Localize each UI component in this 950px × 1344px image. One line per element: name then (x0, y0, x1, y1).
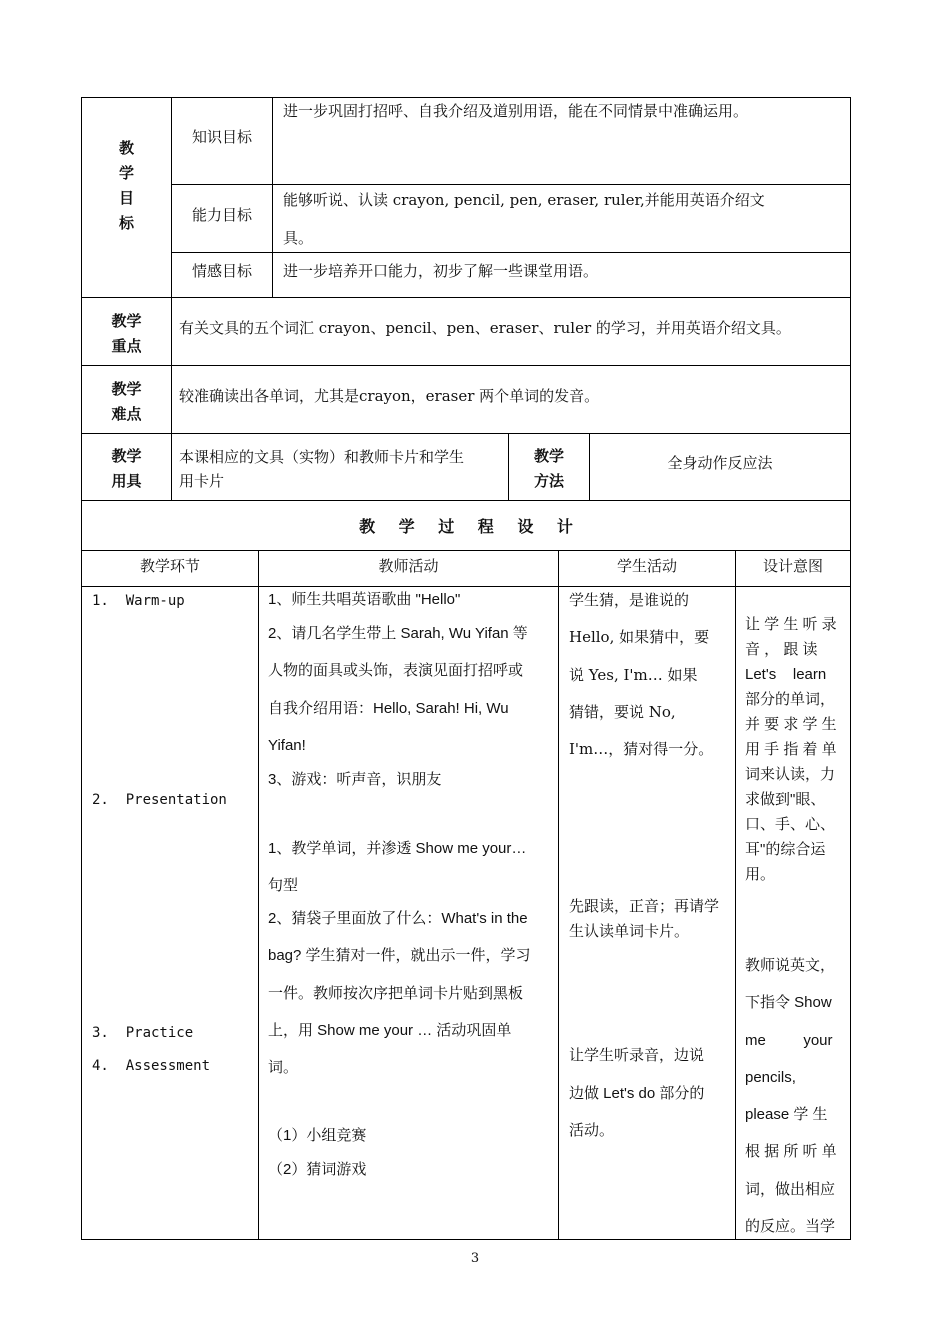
teacher-line: 1、师生共唱英语歌曲 "Hello" (268, 591, 461, 608)
label-line: 教学 (533, 447, 564, 465)
header-student: 学生活动 (616, 557, 677, 575)
stage-assessment: 4. Assessment (92, 1058, 211, 1074)
label-line: 重点 (111, 337, 142, 355)
teacher-line: 3、游戏：听声音，识朋友 (268, 771, 442, 788)
knowledge-label: 知识目标 (191, 128, 252, 146)
intent-line: 让 学 生 听 录 (745, 616, 837, 633)
difficulties-text: 较准确读出各单词，尤其是crayon，eraser 两个单词的发音。 (179, 387, 600, 405)
student-line: 活动。 (569, 1122, 615, 1139)
teacher-line: 1、教学单词，并渗透 Show me your… (268, 840, 527, 857)
header-stage: 教学环节 (139, 557, 200, 575)
intent-line: 耳"的综合运 (745, 841, 826, 858)
table-border-top (81, 97, 851, 98)
intent-line: 用。 (745, 866, 776, 883)
teacher-line: 一件。教师按次序把单词卡片贴到黑板 (268, 985, 524, 1002)
teacher-line: 人物的面具或头饰，表演见面打招呼或 (268, 662, 524, 679)
label-char: 教 (118, 139, 134, 157)
intent-line: please 学 生 (745, 1106, 828, 1123)
intent-line: 下指令 Show (745, 994, 832, 1011)
col-divider (258, 550, 259, 1239)
stage-presentation: 2. Presentation (92, 792, 227, 808)
row-divider (171, 184, 851, 185)
header-intent: 设计意图 (762, 557, 823, 575)
teacher-line: （2）猜词游戏 (268, 1161, 367, 1178)
col-divider (558, 550, 559, 1239)
student-line: 说 Yes, I'm… 如果 (569, 666, 698, 684)
label-line: 难点 (111, 405, 142, 423)
intent-line: 词，做出相应 (745, 1181, 836, 1198)
ability-text-line1: 能够听说、认读 crayon, pencil, pen, eraser, ruler,并能用英语介绍文 (283, 191, 765, 209)
tools-label (82, 444, 171, 494)
teacher-line: bag? 学生猜对一件，就出示一件，学习 (268, 947, 531, 964)
label-char: 学 (118, 164, 134, 182)
label-line: 方法 (533, 472, 564, 490)
process-title: 教 学 过 程 设 计 (359, 517, 573, 536)
intent-line: Let's learn (745, 666, 827, 683)
label-char: 标 (118, 214, 134, 232)
tools-text (179, 445, 504, 493)
teacher-line: Yifan! (268, 737, 306, 754)
intent-line: 口、手、心、 (745, 816, 836, 833)
teacher-line: （1）小组竞赛 (268, 1127, 367, 1144)
intent-line: me your (745, 1032, 833, 1049)
table-border-bottom (81, 1239, 851, 1240)
emotion-label: 情感目标 (191, 262, 252, 280)
label-line: 教学 (111, 447, 142, 465)
method-text: 全身动作反应法 (667, 454, 773, 472)
label-line: 用具 (111, 472, 142, 490)
student-line: I'm…，猜对得一分。 (569, 740, 714, 758)
header-teacher: 教师活动 (378, 557, 439, 575)
table-border-left (81, 97, 82, 1240)
col-divider (735, 550, 736, 1239)
table-border-right (850, 97, 851, 1240)
col-divider (171, 97, 172, 500)
student-line: Hello, 如果猜中，要 (569, 628, 710, 646)
objectives-section-label (82, 136, 171, 236)
row-divider (81, 433, 851, 434)
teacher-line: 自我介绍用语：Hello, Sarah! Hi, Wu (268, 700, 509, 717)
teacher-line: 上，用 Show me your … 活动巩固单 (268, 1022, 512, 1039)
intent-line: 的反应。当学 (745, 1218, 836, 1235)
stage-warmup: 1. Warm-up (92, 593, 185, 609)
difficulties-label (82, 377, 171, 427)
key-points-text: 有关文具的五个词汇 crayon、pencil、pen、eraser、ruler 的学习，并用英语介绍文具。 (179, 319, 791, 337)
student-line: 学生猜，是谁说的 (569, 591, 690, 609)
intent-line: 求做到"眼、 (745, 791, 826, 808)
label-char: 目 (118, 189, 134, 207)
teacher-line: 词。 (268, 1059, 299, 1076)
ability-label: 能力目标 (191, 206, 252, 224)
intent-line: 根 据 所 听 单 (745, 1143, 837, 1160)
emotion-text: 进一步培养开口能力，初步了解一些课堂用语。 (283, 262, 599, 280)
row-divider (81, 500, 851, 501)
intent-line: 并 要 求 学 生 (745, 716, 837, 733)
page-number: 3 (470, 1251, 480, 1266)
student-line: 猜错，要说 No, (569, 703, 676, 721)
key-points-label (82, 309, 171, 359)
ability-text-line2: 具。 (283, 229, 314, 247)
method-label (509, 444, 589, 494)
teacher-line: 2、请几名学生带上 Sarah, Wu Yifan 等 (268, 625, 528, 642)
student-line: 生认读单词卡片。 (569, 923, 690, 940)
label-line: 教学 (111, 312, 142, 330)
col-divider (272, 97, 273, 297)
row-divider (81, 297, 851, 298)
knowledge-text: 进一步巩固打招呼、自我介绍及道别用语，能在不同情景中准确运用。 (283, 102, 749, 120)
student-line: 边做 Let's do 部分的 (569, 1085, 705, 1102)
intent-line: 部分的单词， (745, 691, 836, 708)
text-line: 用卡片 (179, 472, 225, 490)
student-line: 先跟读，正音；再请学 (569, 898, 720, 915)
row-divider (81, 365, 851, 366)
teacher-line: 2、猜袋子里面放了什么：What's in the (268, 910, 528, 927)
label-line: 教学 (111, 380, 142, 398)
teacher-line: 句型 (268, 877, 299, 894)
intent-line: 词来认读，力 (745, 766, 836, 783)
intent-line: 教师说英文， (745, 957, 836, 974)
stage-practice: 3. Practice (92, 1025, 194, 1041)
text-line: 本课相应的文具（实物）和教师卡片和学生 (179, 448, 465, 466)
intent-line: 音 ， 跟 读 (745, 641, 818, 658)
intent-line: 用 手 指 着 单 (745, 741, 837, 758)
student-line: 让学生听录音，边说 (569, 1047, 705, 1064)
row-divider (171, 252, 851, 253)
intent-line: pencils, (745, 1069, 796, 1086)
